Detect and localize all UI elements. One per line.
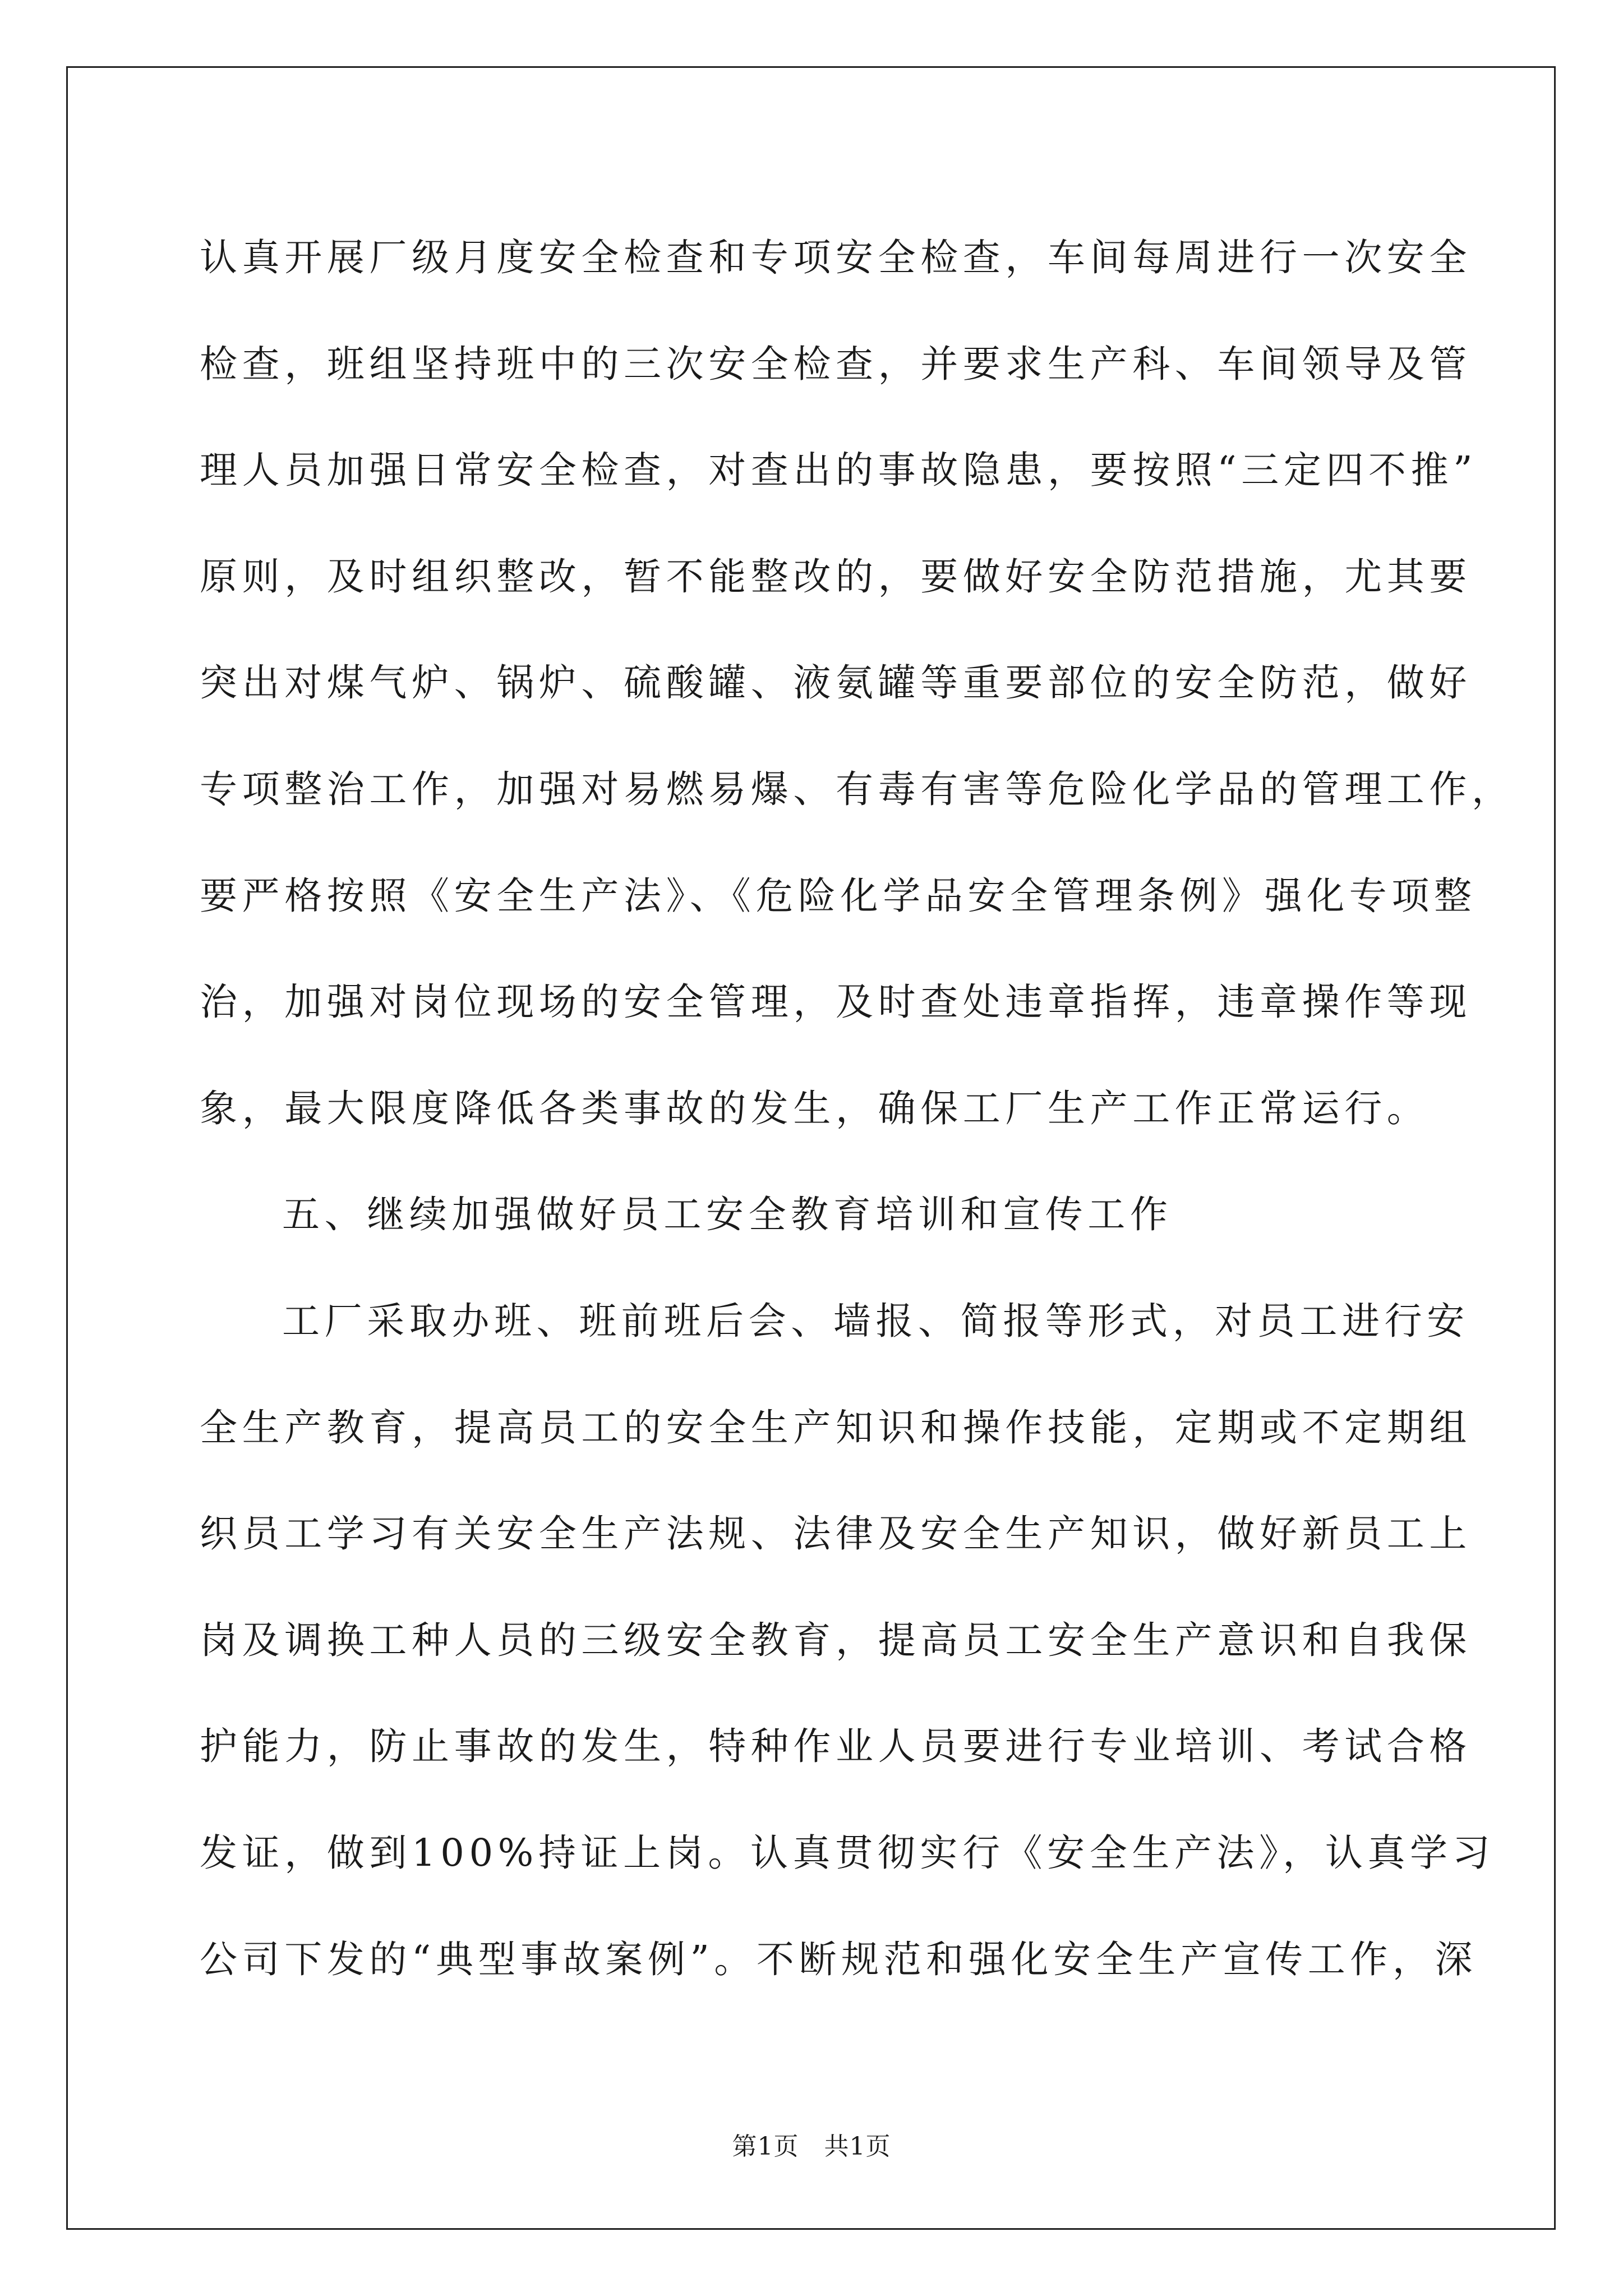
text-line: 发证，做到100%持证上岗。认真贯彻实行《安全生产法》，认真学习 — [200, 1830, 1495, 1875]
text-line: 全生产教育，提高员工的安全生产知识和操作技能，定期或不定期组 — [200, 1405, 1472, 1450]
text-line: 工厂采取办班、班前班后会、墙报、简报等形式，对员工进行安 — [282, 1299, 1469, 1343]
text-line: 专项整治工作，加强对易燃易爆、有毒有害等危险化学品的管理工作， — [200, 767, 1514, 811]
text-line: 认真开展厂级月度安全检查和专项安全检查，车间每周进行一次安全 — [200, 236, 1472, 279]
text-line: 突出对煤气炉、锅炉、硫酸罐、液氨罐等重要部位的安全防范，做好 — [200, 661, 1472, 705]
text-line: 象，最大限度降低各类事故的发生，确保工厂生产工作正常运行。 — [200, 1086, 1430, 1130]
section-heading: 五、继续加强做好员工安全教育培训和宣传工作 — [282, 1193, 1173, 1237]
text-line: 护能力，防止事故的发生，特种作业人员要进行专业培训、考试合格 — [200, 1724, 1472, 1769]
text-line: 检查，班组坚持班中的三次安全检查，并要求生产科、车间领导及管 — [200, 342, 1472, 386]
text-line: 岗及调换工种人员的三级安全教育，提高员工安全生产意识和自我保 — [200, 1618, 1472, 1662]
text-line: 治，加强对岗位现场的安全管理，及时查处违章指挥，违章操作等现 — [200, 980, 1472, 1024]
text-line: 公司下发的“典型事故案例”。不断规范和强化安全生产宣传工作，深 — [200, 1937, 1478, 1981]
text-line: 要严格按照《安全生产法》、《危险化学品安全管理条例》强化专项整 — [200, 873, 1477, 918]
page-footer — [0, 2133, 1623, 2161]
document-body — [200, 205, 1514, 2013]
text-line: 织员工学习有关安全生产法规、法律及安全生产知识，做好新员工上 — [200, 1512, 1472, 1556]
text-line: 原则，及时组织整改，暂不能整改的，要做好安全防范措施，尤其要 — [200, 554, 1472, 599]
text-line: 理人员加强日常安全检查，对查出的事故隐患，要按照“三定四不推” — [200, 448, 1478, 493]
page-number: 第1页 共1页 — [732, 2132, 891, 2161]
